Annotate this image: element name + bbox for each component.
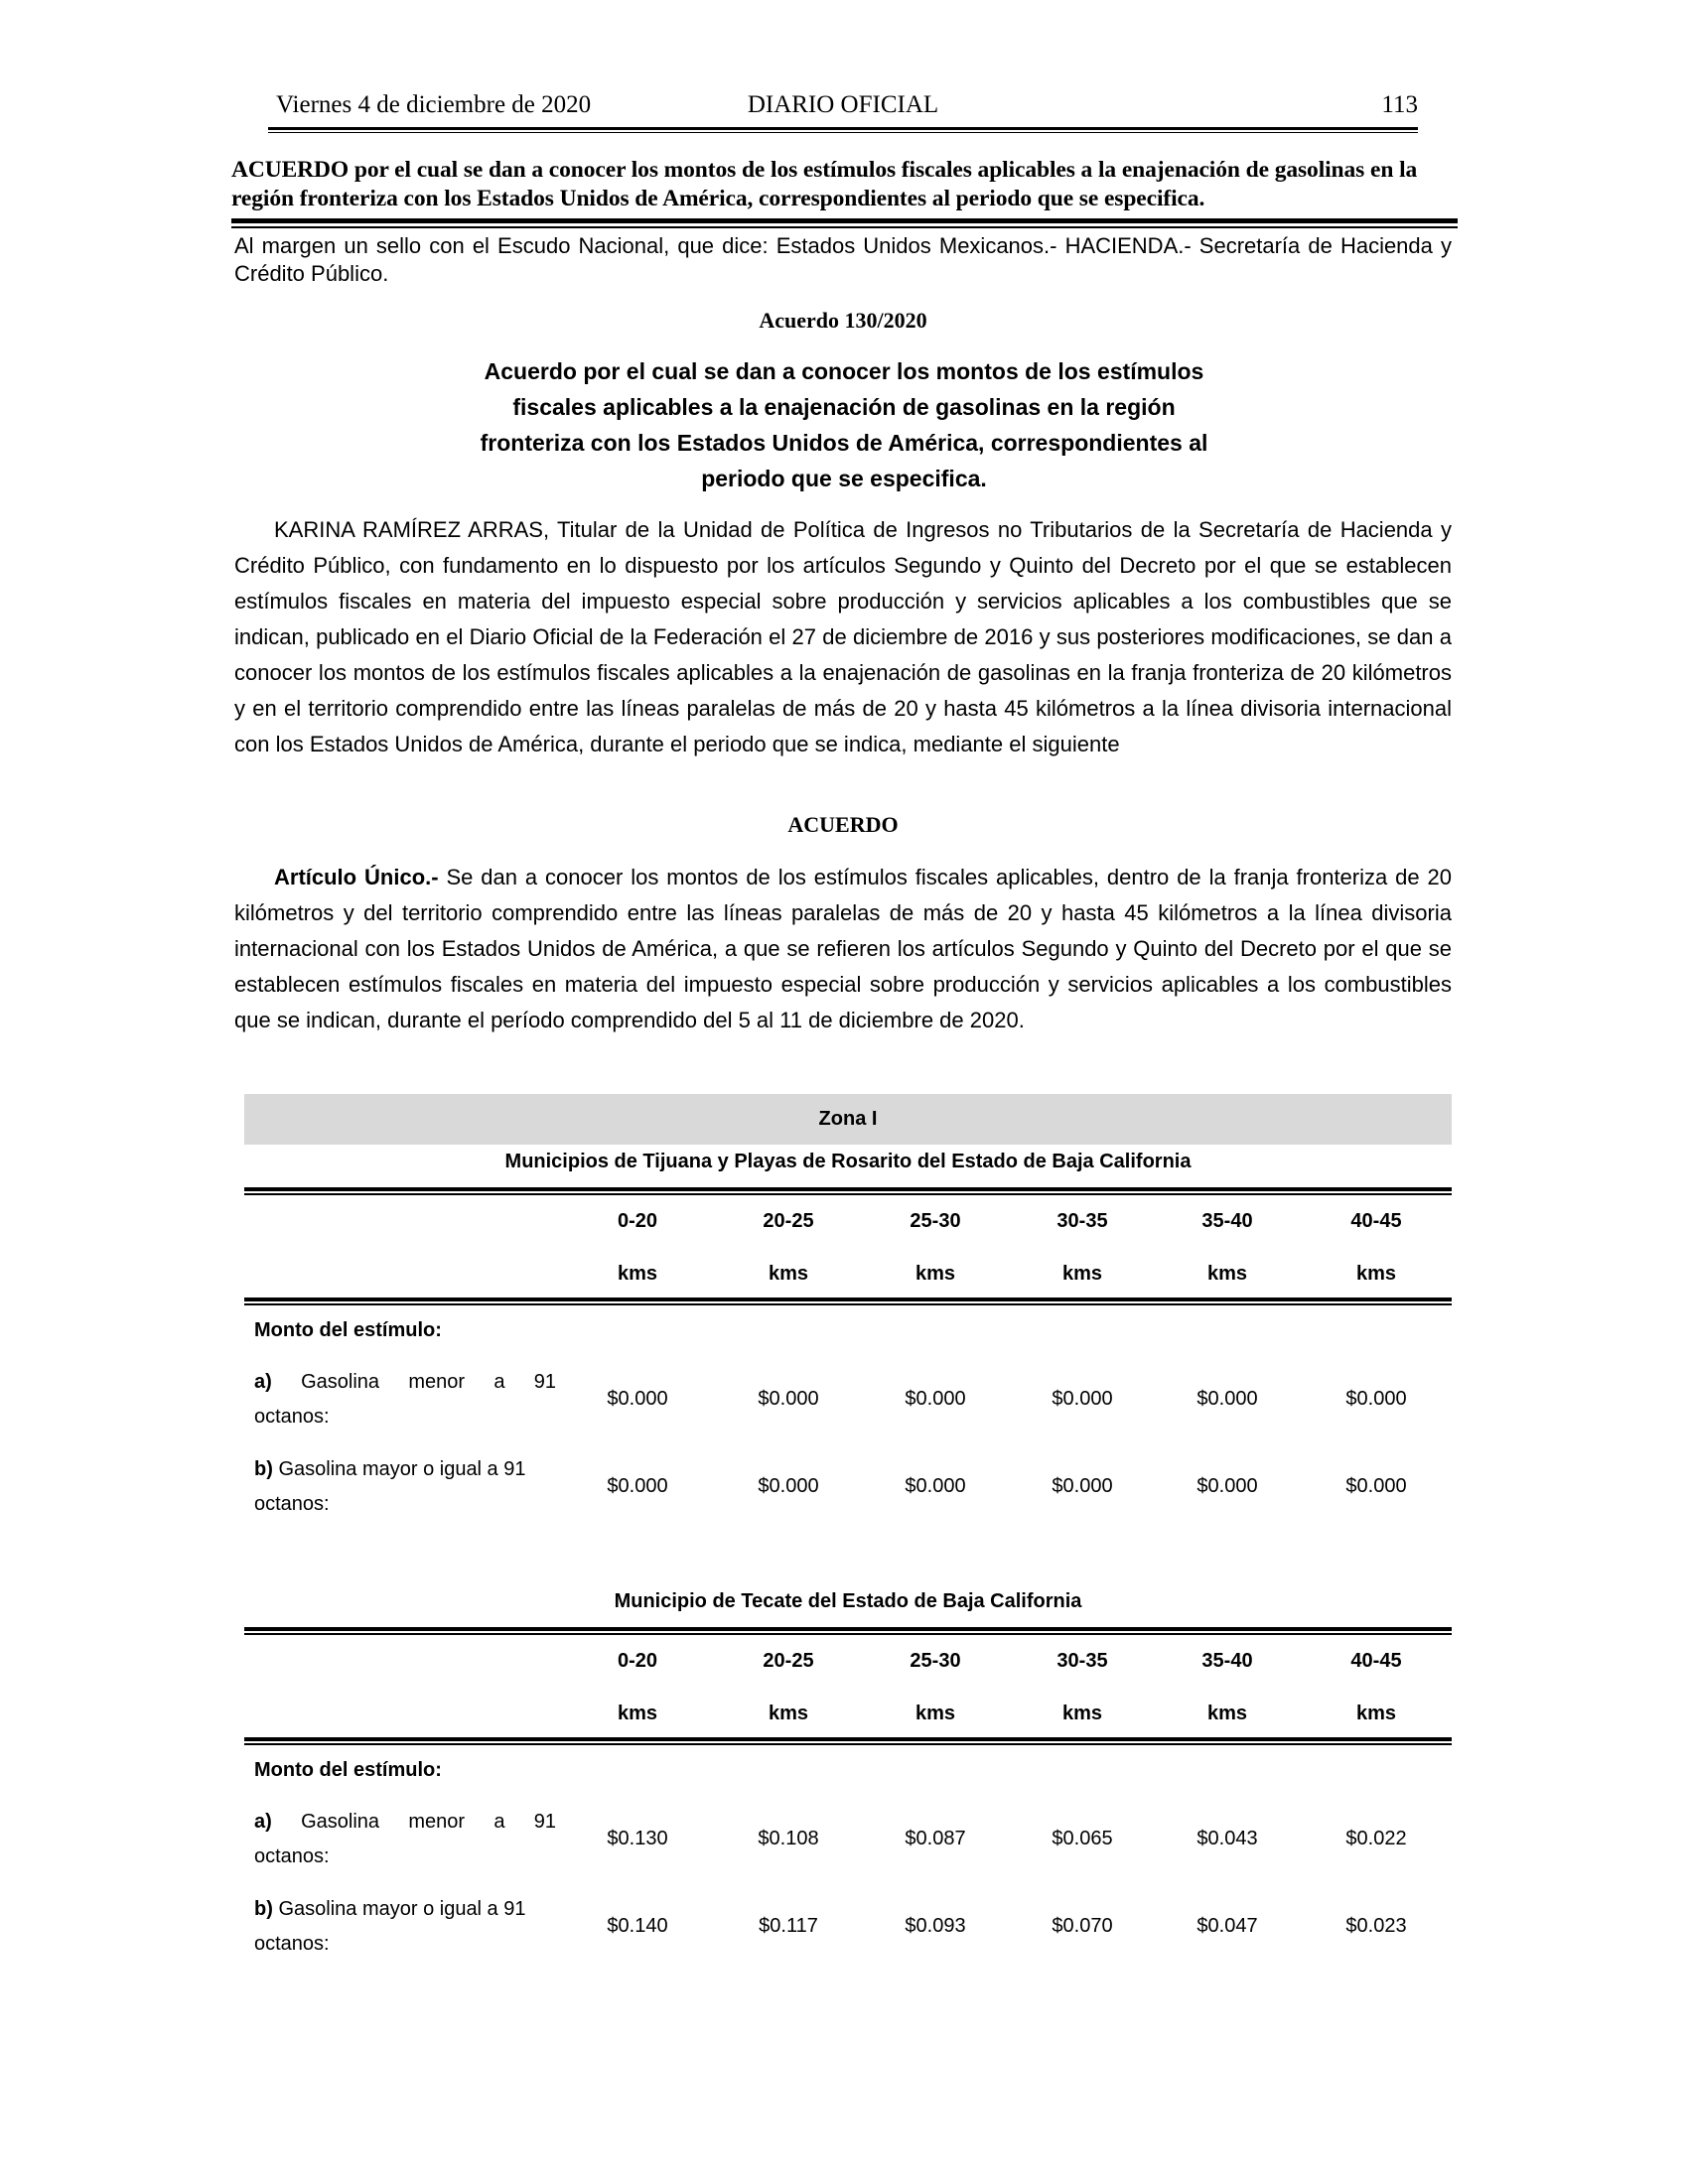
col-unit: kms xyxy=(1061,1703,1103,1724)
cell-value: $0.000 xyxy=(905,1388,966,1410)
row-prefix: b) xyxy=(254,1458,273,1480)
row-label-a: a) Gasolina menor a 91 octanos: xyxy=(254,1805,562,1874)
header-page-number: 113 xyxy=(1381,91,1418,118)
cell-value: $0.000 xyxy=(607,1475,668,1497)
table-header-row xyxy=(244,1635,1452,1737)
header-date: Viernes 4 de diciembre de 2020 xyxy=(276,91,592,118)
decree-title: ACUERDO por el cual se dan a conocer los montos de los estímulos fiscales aplicables a la enajenación de gasolinas en la región fronteriza con los Estados Unidos de América, correspondientes al periodo que se especifica. xyxy=(231,157,1418,211)
cell-value: $0.043 xyxy=(1196,1828,1258,1849)
cell-value: $0.000 xyxy=(905,1475,966,1497)
col-unit: kms xyxy=(914,1263,956,1285)
col-unit: kms xyxy=(1355,1703,1397,1724)
col-range: 30-35 xyxy=(1056,1210,1108,1232)
running-header xyxy=(268,91,1418,125)
title-rule xyxy=(231,218,1458,228)
cell-value: $0.087 xyxy=(905,1828,966,1849)
row-prefix: a) xyxy=(254,1371,272,1393)
cell-value: $0.023 xyxy=(1345,1915,1407,1937)
col-range: 20-25 xyxy=(763,1210,814,1232)
col-unit: kms xyxy=(1206,1263,1248,1285)
row-label-a: a) Gasolina menor a 91 octanos: xyxy=(254,1365,562,1434)
cell-value: $0.000 xyxy=(607,1388,668,1410)
margin-note: Al margen un sello con el Escudo Nacional, que dice: Estados Unidos Mexicanos.- HACIENDA.- Secretaría de Hacienda y Crédito Público. xyxy=(234,233,1452,286)
row-label-b: b) Gasolina mayor o igual a 91 octanos: xyxy=(254,1458,526,1515)
table-top-rule xyxy=(244,1627,1452,1635)
cell-value: $0.000 xyxy=(1052,1475,1113,1497)
col-unit: kms xyxy=(617,1703,658,1724)
cell-value: $0.065 xyxy=(1052,1828,1113,1849)
summary-title-line: fronteriza con los Estados Unidos de América, correspondientes al xyxy=(480,430,1208,456)
col-range: 0-20 xyxy=(617,1650,658,1672)
cell-value: $0.093 xyxy=(905,1915,966,1937)
cell-value: $0.117 xyxy=(759,1915,818,1937)
col-unit: kms xyxy=(1355,1263,1397,1285)
article-label: Artículo Único.- xyxy=(274,865,439,889)
col-unit: kms xyxy=(768,1703,809,1724)
preamble-paragraph: KARINA RAMÍREZ ARRAS, Titular de la Unidad de Política de Ingresos no Tributarios de la Secretaría de Hacienda y Crédito Público, con fundamento en lo dispuesto por los artículos Segundo y Quinto del Decreto por el que se establecen estímulos fiscales en materia del impuesto especial sobre producción y servicios aplicables a los combustibles que se indican, publicado en el Diario Oficial de la Federación el 27 de diciembre de 2016 y sus posteriores modificaciones, se dan a conocer los montos de los estímulos fiscales aplicables a la enajenación de gasolinas en la franja fronteriza de 20 kilómetros y en el territorio comprendido entre las líneas paralelas de más de 20 y hasta 45 kilómetros a la línea divisoria internacional con los Estados Unidos de América, durante el periodo que se indica, mediante el siguiente xyxy=(234,517,1452,756)
col-unit: kms xyxy=(1206,1703,1248,1724)
header-rule xyxy=(268,127,1418,133)
cell-value: $0.070 xyxy=(1052,1915,1113,1937)
acuerdo-heading: ACUERDO xyxy=(787,812,899,837)
cell-value: $0.000 xyxy=(758,1388,819,1410)
col-unit: kms xyxy=(617,1263,658,1285)
section-label: Monto del estímulo: xyxy=(254,1319,442,1341)
col-range: 25-30 xyxy=(910,1210,961,1232)
table-top-rule xyxy=(244,1187,1452,1195)
col-range: 0-20 xyxy=(617,1210,658,1232)
acuerdo-number: Acuerdo 130/2020 xyxy=(759,308,927,333)
row-prefix: a) xyxy=(254,1811,272,1833)
col-unit: kms xyxy=(768,1263,809,1285)
col-unit: kms xyxy=(1061,1263,1103,1285)
table-header-row xyxy=(244,1195,1452,1297)
cell-value: $0.047 xyxy=(1196,1915,1258,1937)
cell-value: $0.000 xyxy=(1345,1475,1407,1497)
cell-value: $0.000 xyxy=(1345,1388,1407,1410)
cell-value: $0.140 xyxy=(607,1915,668,1937)
article-paragraph xyxy=(234,860,1452,1038)
cell-value: $0.000 xyxy=(758,1475,819,1497)
cell-value: $0.108 xyxy=(758,1828,819,1849)
col-range: 35-40 xyxy=(1201,1650,1253,1672)
summary-title xyxy=(427,353,1261,496)
col-range: 40-45 xyxy=(1350,1210,1402,1232)
row-prefix: b) xyxy=(254,1898,273,1920)
summary-title-line: Acuerdo por el cual se dan a conocer los montos de los estímulos xyxy=(484,358,1204,384)
cell-value: $0.022 xyxy=(1345,1828,1407,1849)
stimulus-table-tecate xyxy=(244,1589,1452,1974)
table-body xyxy=(244,1305,1452,1534)
row-label-b: b) Gasolina mayor o igual a 91 octanos: xyxy=(254,1898,526,1955)
summary-title-line: fiscales aplicables a la enajenación de gasolinas en la región xyxy=(512,394,1176,420)
cell-value: $0.000 xyxy=(1052,1388,1113,1410)
col-range: 30-35 xyxy=(1056,1650,1108,1672)
cell-value: $0.130 xyxy=(607,1828,668,1849)
col-range: 20-25 xyxy=(763,1650,814,1672)
cell-value: $0.000 xyxy=(1196,1388,1258,1410)
summary-title-line: periodo que se especifica. xyxy=(701,466,987,491)
header-publication: DIARIO OFICIAL xyxy=(747,91,939,118)
col-range: 40-45 xyxy=(1350,1650,1402,1672)
table-title: Municipios de Tijuana y Playas de Rosarito del Estado de Baja California xyxy=(504,1151,1192,1172)
cell-value: $0.000 xyxy=(1196,1475,1258,1497)
table-title: Municipio de Tecate del Estado de Baja California xyxy=(614,1590,1082,1612)
section-label: Monto del estímulo: xyxy=(254,1759,442,1781)
table-body xyxy=(244,1745,1452,1974)
col-unit: kms xyxy=(914,1703,956,1724)
article-text: Se dan a conocer los montos de los estímulos fiscales aplicables, dentro de la franja fronteriza de 20 kilómetros y del territorio comprendido entre las líneas paralelas de más de 20 y hasta 45 kilómetros a la línea divisoria internacional con los Estados Unidos de América, a que se refieren los artículos Segundo y Quinto del Decreto por el que se establecen estímulos fiscales en materia del impuesto especial sobre producción y servicios aplicables a los combustibles que se indican, durante el período comprendido del 5 al 11 de diciembre de 2020. xyxy=(234,865,1453,1032)
col-range: 35-40 xyxy=(1201,1210,1253,1232)
col-range: 25-30 xyxy=(910,1650,961,1672)
zone-band: Zona I xyxy=(244,1094,1452,1145)
stimulus-table-tijuana xyxy=(244,1150,1452,1534)
